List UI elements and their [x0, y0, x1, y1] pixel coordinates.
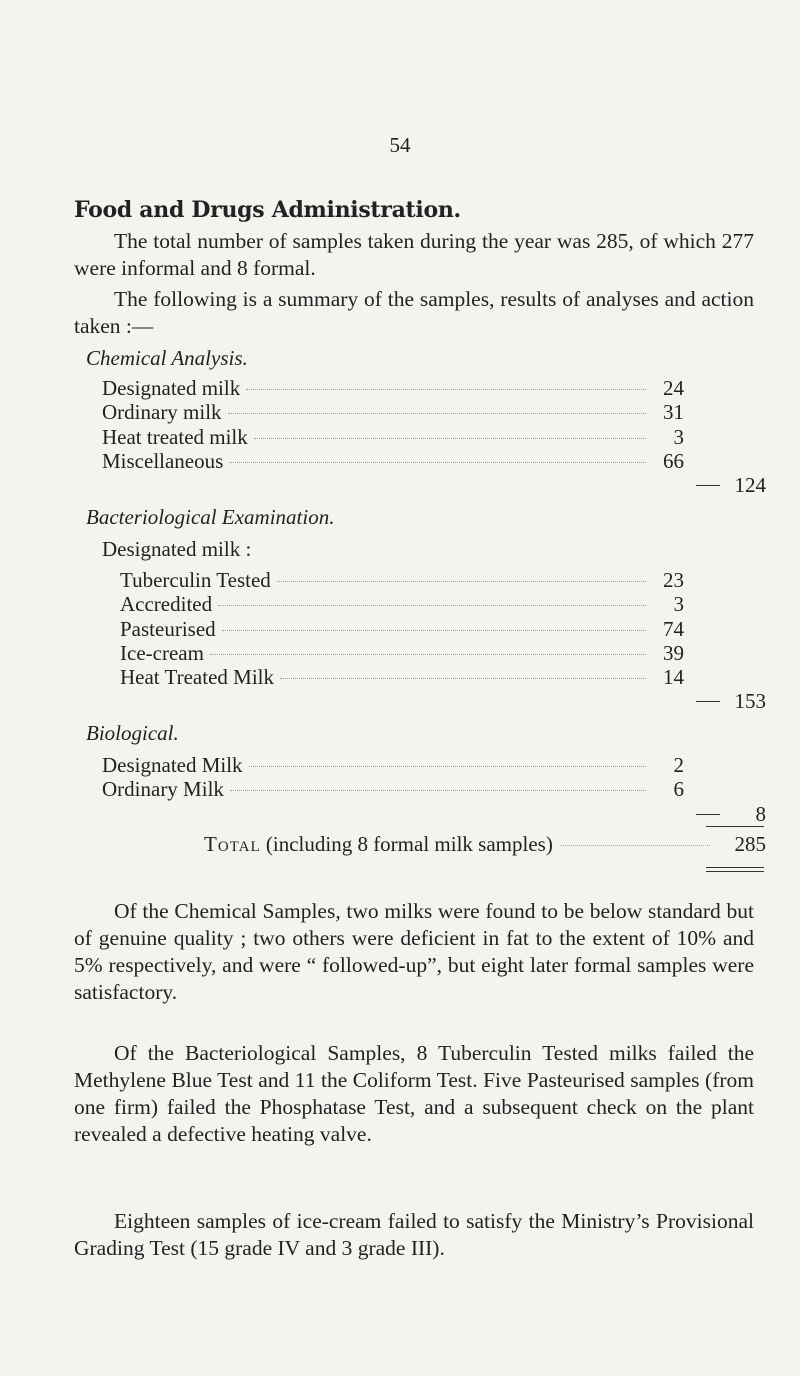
row-label: Heat treated milk: [102, 425, 248, 449]
row-label: Accredited: [120, 592, 213, 616]
chemical-row: [102, 376, 684, 402]
total-row: [204, 832, 766, 857]
chemical-row: [102, 400, 684, 426]
page-heading: Food and Drugs Administration.: [74, 197, 461, 223]
row-label: Designated Milk: [102, 753, 243, 777]
row-label: Ordinary Milk: [102, 777, 224, 801]
row-value: 6: [673, 777, 684, 801]
row-value: 3: [673, 425, 684, 449]
total-double-rule-1: [706, 867, 764, 868]
row-label: Ice-cream: [120, 641, 204, 665]
total-top-rule: [706, 826, 764, 827]
row-value: 23: [663, 568, 684, 592]
biological-section-title: Biological.: [86, 721, 179, 745]
row-value: 39: [663, 641, 684, 665]
bacteriological-subtotal: [696, 689, 766, 714]
page-number: 54: [389, 133, 411, 157]
row-label: Designated milk: [102, 376, 241, 400]
bacteriological-row: [120, 568, 684, 594]
biological-row: [102, 777, 684, 803]
row-value: 24: [663, 376, 684, 400]
row-value: 31: [663, 400, 684, 424]
total-label-caps: Total: [204, 832, 261, 856]
bacteriological-findings-paragraph: Of the Bacteriological Samples, 8 Tuberculin Tested milks failed the Methylene Blue Test and 11 the Coliform Test. Five Pasteurised samples (from one firm) failed the Phosphatase Test, and a subsequent check on the plant revealed a defective heating valve.: [74, 1041, 754, 1146]
bacteriological-row: [120, 592, 684, 618]
row-label: Pasteurised: [120, 617, 216, 641]
row-label: Miscellaneous: [102, 449, 224, 473]
subtotal-value: 8: [755, 802, 766, 826]
total-double-rule-2: [706, 871, 764, 872]
chemical-row: [102, 425, 684, 451]
bacteriological-row: [120, 641, 684, 667]
total-value: 285: [734, 832, 766, 856]
row-value: 66: [663, 449, 684, 473]
intro-paragraph-2: The following is a summary of the samples, results of analyses and action taken :—: [74, 287, 754, 338]
row-value: 2: [673, 753, 684, 777]
row-label: Ordinary milk: [102, 400, 222, 424]
ice-cream-findings-paragraph: Eighteen samples of ice-cream failed to satisfy the Ministry’s Provisional Grading Test (15 grade IV and 3 grade III).: [74, 1209, 754, 1260]
row-label: Tuberculin Tested: [120, 568, 271, 592]
chemical-subtotal: [696, 473, 766, 498]
chemical-findings-paragraph: Of the Chemical Samples, two milks were found to be below standard but of genuine quality ; two others were deficient in fat to the extent of 10% and 5% respectively, and were “ followed-up”, but eight later formal samples were satisfactory.: [74, 899, 754, 1004]
biological-row: [102, 753, 684, 779]
row-value: 3: [673, 592, 684, 616]
intro-paragraph-1: The total number of samples taken during the year was 285, of which 277 were informal and 8 formal.: [74, 229, 754, 280]
bacteriological-subtitle: Designated milk :: [102, 537, 252, 561]
total-label: (including 8 formal milk samples): [260, 832, 553, 856]
row-value: 14: [663, 665, 684, 689]
chemical-row: [102, 449, 684, 475]
row-label: Heat Treated Milk: [120, 665, 274, 689]
row-value: 74: [663, 617, 684, 641]
subtotal-value: 153: [734, 689, 766, 713]
chemical-section-title: Chemical Analysis.: [86, 346, 248, 370]
bacteriological-section-title: Bacteriological Examination.: [86, 505, 335, 529]
biological-subtotal: [696, 802, 766, 827]
subtotal-value: 124: [734, 473, 766, 497]
bacteriological-row: [120, 617, 684, 643]
bacteriological-row: [120, 665, 684, 691]
